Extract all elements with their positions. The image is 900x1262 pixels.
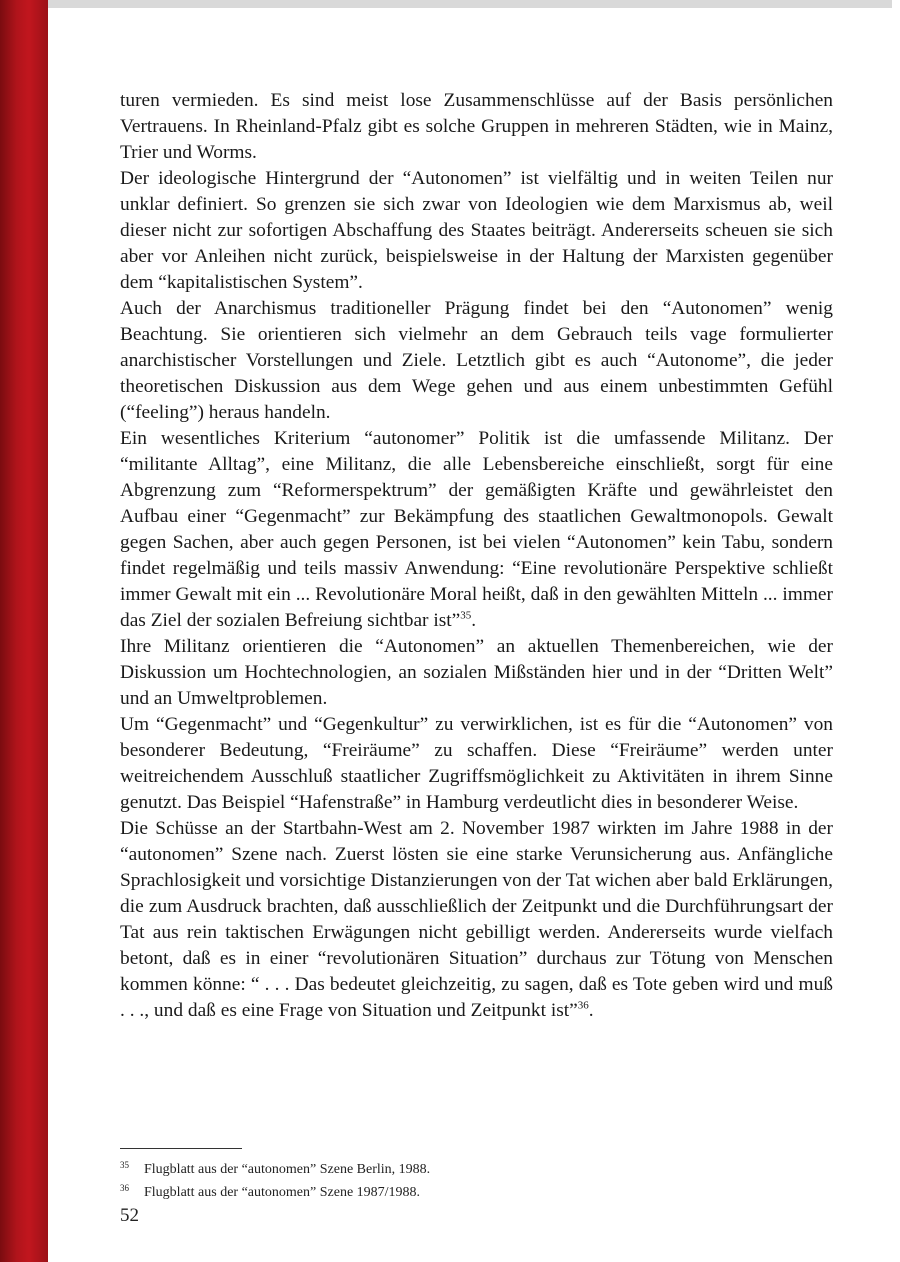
- paragraph: Der ideologische Hintergrund der “Autonomen” ist vielfältig und in weiten Teilen nur unklar definiert. So grenzen sie sich zwar von Ideologien wie dem Marxismus ab, weil dieser nicht zur sofortigen Abschaffung des Staates beiträgt. Andererseits scheuen sie sich aber vor Anleihen nicht zurück, beispielsweise in der Haltung der Marxisten gegenüber dem “kapitalistischen System”.: [120, 168, 833, 293]
- footnote: [120, 1179, 833, 1202]
- footnote-text: Flugblatt aus der “autonomen” Szene Berlin, 1988.: [144, 1162, 431, 1177]
- footnote-number: 35: [120, 1160, 129, 1170]
- body-text: [120, 88, 833, 1024]
- paragraph: Ein wesentliches Kriterium “autonomer” Politik ist die umfassende Militanz. Der “militante Alltag”, eine Militanz, die alle Lebensbereiche einschließt, sorgt für eine Abgrenzung zum “Reformerspektrum” der gemäßigten Kräfte und gewährleistet den Aufbau einer “Gegenmacht” zur Bekämpfung des staatlichen Gewaltmonopols. Gewalt gegen Sachen, aber auch gegen Personen, ist bei vielen “Autonomen” kein Tabu, sondern findet regelmäßig und teils massiv Anwendung: “Eine revolutionäre Perspektive schließt immer Gewalt mit ein ... Revolutionäre Moral heißt, daß in den gewählten Mitteln ... immer das Ziel der sozialen Befreiung sichtbar ist”$^{35}$.: [120, 428, 833, 631]
- footnote-text: Flugblatt aus der “autonomen” Szene 1987/1988.: [144, 1185, 421, 1200]
- paragraph: Auch der Anarchismus traditioneller Prägung findet bei den “Autonomen” wenig Beachtung. Sie orientieren sich vielmehr an dem Gebrauch teils vage formulierter anarchistischer Vorstellungen und Ziele. Letztlich gibt es auch “Autonome”, die jeder theoretischen Diskussion aus dem Wege gehen und aus einem unbestimmten Gefühl (“feeling”) heraus handeln.: [120, 298, 833, 423]
- footnotes: [120, 1156, 833, 1202]
- footnote-divider: [120, 1148, 242, 1149]
- scan-top-edge: [0, 0, 892, 8]
- paragraph: Die Schüsse an der Startbahn-West am 2. November 1987 wirkten im Jahre 1988 in der “autonomen” Szene nach. Zuerst lösten sie eine starke Verunsicherung aus. Anfängliche Sprachlosigkeit und vorsichtige Distanzierungen von der Tat wichen aber bald Erklärungen, die zum Ausdruck brachten, daß ausschließlich der Zeitpunkt und die Durchführungsart der Tat aus rein taktischen Erwägungen nicht gebilligt werden. Andererseits wurde vielfach betont, daß es in einer “revolutionären Situation” durchaus zur Tötung von Menschen kommen könne: “ . . . Das bedeutet gleichzeitig, zu sagen, daß es Tote geben wird und muß . . ., und daß es eine Frage von Situation und Zeitpunkt ist”$^{36}$.: [120, 818, 833, 1021]
- page-number: 52: [120, 1205, 139, 1226]
- book-spine-edge: [0, 0, 48, 1262]
- footnote-number: 36: [120, 1183, 129, 1193]
- footnote: [120, 1156, 833, 1179]
- paragraph: Um “Gegenmacht” und “Gegenkultur” zu verwirklichen, ist es für die “Autonomen” von besonderer Bedeutung, “Freiräume” zu schaffen. Diese “Freiräume” werden unter weitreichendem Ausschluß staatlicher Zugriffsmöglichkeit zu Aktivitäten in ihrem Sinne genutzt. Das Beispiel “Hafenstraße” in Hamburg verdeutlicht dies in besonderer Weise.: [120, 714, 833, 813]
- paragraph: Ihre Militanz orientieren die “Autonomen” an aktuellen Themenbereichen, wie der Diskussion um Hochtechnologien, an sozialen Mißständen hier und in der “Dritten Welt” und an Umweltproblemen.: [120, 636, 833, 709]
- paragraph: turen vermieden. Es sind meist lose Zusammenschlüsse auf der Basis persönlichen Vertrauens. In Rheinland-Pfalz gibt es solche Gruppen in mehreren Städten, wie in Mainz, Trier und Worms.: [120, 90, 833, 163]
- footnote-ref[interactable]: 35: [460, 609, 472, 622]
- footnote-ref[interactable]: 36: [577, 999, 589, 1012]
